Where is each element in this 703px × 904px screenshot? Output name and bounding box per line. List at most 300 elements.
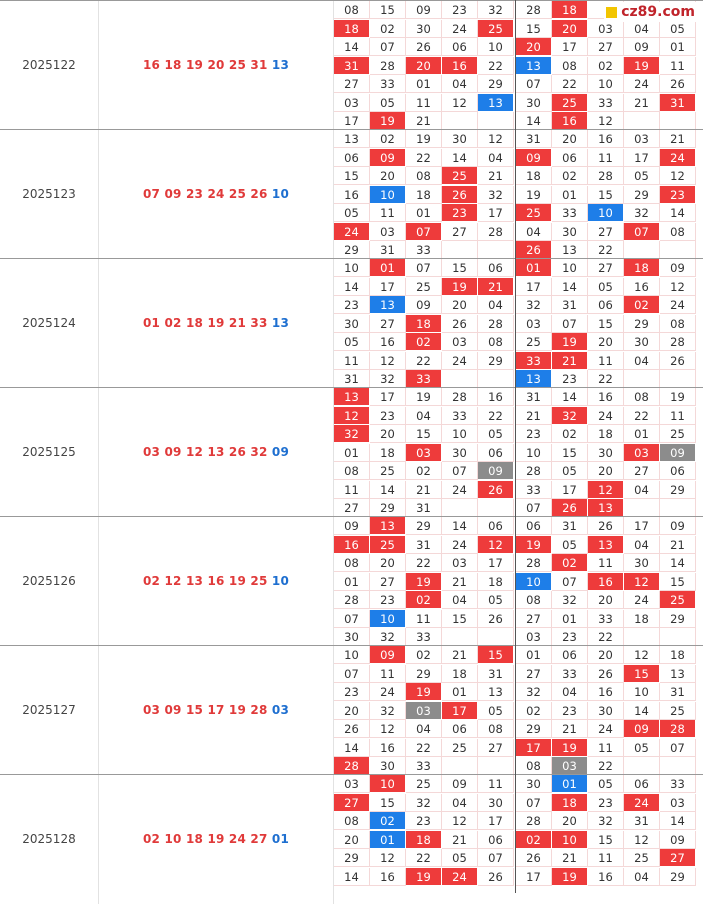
red-ball-number: 02	[142, 574, 165, 588]
grid-cell: 01	[334, 444, 370, 462]
grid-divider	[515, 0, 516, 893]
grid-cell: 28	[478, 315, 514, 333]
grid-cell: 26	[478, 868, 514, 886]
grid-cell: 02	[370, 20, 406, 38]
grid-cell: 28	[478, 223, 514, 241]
red-ball-number: 25	[228, 58, 251, 72]
winning-numbers	[99, 646, 334, 775]
grid-cell: 29	[660, 868, 696, 886]
grid-cell: 32	[516, 296, 552, 314]
grid-cell: 12	[660, 278, 696, 296]
grid-cell: 18	[406, 315, 442, 333]
grid-cell: 25	[660, 702, 696, 720]
grid-cell: 30	[334, 315, 370, 333]
grid-cell: 15	[660, 573, 696, 591]
grid-cell: 29	[516, 720, 552, 738]
grid-cell: 07	[334, 665, 370, 683]
grid-cell: 07	[478, 849, 514, 867]
grid-cell: 09	[516, 149, 552, 167]
grid-cell	[478, 757, 514, 775]
red-ball-number: 32	[250, 445, 272, 459]
grid-cell: 17	[478, 812, 514, 830]
grid-cell: 14	[442, 517, 478, 535]
grid-cell: 03	[516, 628, 552, 646]
grid-cell: 19	[516, 186, 552, 204]
period-number: 2025125	[0, 388, 99, 517]
grid-cell: 11	[660, 57, 696, 75]
grid-cell: 20	[370, 167, 406, 185]
grid-cell	[660, 499, 696, 517]
grid-cell: 09	[406, 1, 442, 19]
grid-cell: 14	[334, 739, 370, 757]
grid-cell: 10	[588, 204, 624, 222]
grid-cell: 20	[552, 812, 588, 830]
grid-cell: 15	[552, 444, 588, 462]
grid-cell: 26	[478, 481, 514, 499]
grid-cell: 33	[406, 241, 442, 259]
grid-cell: 20	[334, 831, 370, 849]
grid-cell: 20	[552, 20, 588, 38]
grid-cell: 08	[406, 167, 442, 185]
grid-cell: 06	[552, 149, 588, 167]
red-ball-number: 33	[250, 316, 272, 330]
grid-cell: 25	[406, 775, 442, 793]
draw-block	[0, 774, 703, 903]
grid-cell: 13	[588, 536, 624, 554]
grid-cell: 01	[406, 204, 442, 222]
grid-cell: 17	[552, 38, 588, 56]
grid-cell: 27	[588, 38, 624, 56]
grid-cell: 24	[624, 591, 660, 609]
grid-cell: 13	[370, 517, 406, 535]
grid-cell: 24	[334, 223, 370, 241]
grid-cell: 27	[588, 223, 624, 241]
grid-cell: 09	[406, 296, 442, 314]
logo-square-icon	[606, 7, 617, 18]
grid-cell: 10	[624, 683, 660, 701]
grid-cell: 30	[406, 20, 442, 38]
grid-cell: 30	[442, 444, 478, 462]
grid-cell: 18	[552, 1, 588, 19]
grid-cell: 28	[516, 462, 552, 480]
grid-cell: 21	[478, 167, 514, 185]
grid-cell: 11	[660, 407, 696, 425]
grid-cell: 32	[370, 628, 406, 646]
grid-cell: 12	[442, 812, 478, 830]
red-ball-number: 07	[142, 187, 165, 201]
grid-cell: 15	[588, 315, 624, 333]
grid-cell: 01	[516, 259, 552, 277]
grid-cell: 12	[588, 112, 624, 130]
grid-cell: 01	[334, 573, 370, 591]
grid-cell	[442, 757, 478, 775]
grid-cell: 19	[406, 573, 442, 591]
grid-cell: 10	[552, 831, 588, 849]
grid-cell: 17	[370, 388, 406, 406]
grid-cell	[442, 628, 478, 646]
grid-cell: 29	[478, 75, 514, 93]
grid-cell: 25	[442, 167, 478, 185]
red-ball-number: 09	[164, 445, 186, 459]
grid-cell: 28	[370, 57, 406, 75]
grid-cell: 04	[442, 591, 478, 609]
grid-cell: 16	[624, 278, 660, 296]
grid-cell: 28	[442, 388, 478, 406]
grid-cell: 16	[442, 57, 478, 75]
grid-cell: 19	[442, 278, 478, 296]
grid-cell: 31	[478, 665, 514, 683]
grid-cell: 27	[334, 499, 370, 517]
grid-cell: 05	[478, 425, 514, 443]
grid-cell: 23	[442, 1, 478, 19]
grid-cell: 06	[442, 720, 478, 738]
grid-cell: 24	[442, 868, 478, 886]
grid-cell: 31	[334, 57, 370, 75]
grid-cell: 04	[624, 481, 660, 499]
grid-cell: 15	[516, 20, 552, 38]
grid-cell: 22	[624, 407, 660, 425]
grid-cell: 27	[516, 610, 552, 628]
grid-cell: 02	[406, 591, 442, 609]
grid-cell: 26	[660, 352, 696, 370]
grid-cell: 26	[406, 38, 442, 56]
blue-ball-number: 10	[271, 187, 289, 201]
blue-ball-number: 10	[271, 574, 289, 588]
grid-cell: 11	[406, 610, 442, 628]
grid-cell: 05	[660, 20, 696, 38]
grid-cell: 17	[552, 481, 588, 499]
grid-cell: 28	[588, 167, 624, 185]
grid-cell: 20	[552, 130, 588, 148]
red-ball-number: 28	[250, 703, 272, 717]
grid-cell: 26	[588, 517, 624, 535]
grid-cell: 31	[516, 130, 552, 148]
grid-cell: 07	[442, 462, 478, 480]
winning-numbers	[99, 775, 334, 904]
winning-numbers	[99, 517, 334, 646]
grid-cell: 21	[552, 352, 588, 370]
grid-cell	[660, 370, 696, 388]
grid-cell: 09	[624, 720, 660, 738]
grid-cell: 18	[588, 425, 624, 443]
grid-cell: 33	[406, 757, 442, 775]
grid-cell: 21	[406, 112, 442, 130]
grid-cell: 24	[660, 149, 696, 167]
grid-cell: 05	[588, 278, 624, 296]
grid-cell: 12	[588, 481, 624, 499]
grid-cell: 08	[334, 1, 370, 19]
grid-cell: 10	[370, 775, 406, 793]
grid-cell: 01	[370, 831, 406, 849]
grid-cell: 05	[588, 775, 624, 793]
period-number: 2025123	[0, 130, 99, 259]
grid-cell: 05	[552, 462, 588, 480]
grid-cell: 17	[370, 278, 406, 296]
grid-cell: 30	[334, 628, 370, 646]
grid-cell: 13	[478, 683, 514, 701]
grid-cell: 20	[370, 554, 406, 572]
grid-cell: 30	[588, 702, 624, 720]
grid-cell: 33	[516, 352, 552, 370]
grid-cell: 05	[334, 333, 370, 351]
grid-cell: 17	[442, 702, 478, 720]
grid-cell: 13	[478, 94, 514, 112]
grid-cell: 32	[334, 425, 370, 443]
grid-cell: 32	[370, 702, 406, 720]
grid-cell: 19	[552, 868, 588, 886]
red-ball-number: 10	[164, 832, 186, 846]
grid-cell: 30	[588, 444, 624, 462]
grid-cell: 23	[552, 702, 588, 720]
grid-cell: 22	[588, 241, 624, 259]
grid-cell: 18	[660, 646, 696, 664]
grid-cell: 19	[370, 112, 406, 130]
red-ball-number: 03	[142, 703, 165, 717]
grid-cell: 13	[516, 57, 552, 75]
red-ball-number: 26	[250, 187, 272, 201]
grid-cell: 22	[478, 407, 514, 425]
grid-cell: 06	[588, 296, 624, 314]
grid-cell: 02	[370, 812, 406, 830]
grid-cell: 16	[552, 112, 588, 130]
grid-cell: 14	[334, 868, 370, 886]
grid-cell: 31	[552, 296, 588, 314]
blue-ball-number: 09	[271, 445, 289, 459]
grid-cell: 03	[334, 775, 370, 793]
grid-cell: 33	[406, 628, 442, 646]
red-ball-number: 18	[185, 832, 208, 846]
grid-cell: 16	[588, 868, 624, 886]
grid-cell: 20	[370, 425, 406, 443]
grid-cell: 27	[334, 75, 370, 93]
grid-cell: 03	[406, 444, 442, 462]
grid-cell: 08	[660, 315, 696, 333]
grid-cell: 20	[588, 333, 624, 351]
grid-cell: 11	[588, 849, 624, 867]
grid-cell: 10	[370, 610, 406, 628]
grid-cell: 07	[370, 38, 406, 56]
grid-cell: 27	[370, 315, 406, 333]
grid-cell: 06	[624, 775, 660, 793]
grid-cell: 15	[442, 610, 478, 628]
blue-ball-number: 13	[271, 58, 289, 72]
grid-cell: 08	[478, 333, 514, 351]
grid-cell: 08	[516, 591, 552, 609]
grid-cell	[660, 241, 696, 259]
grid-cell: 07	[334, 610, 370, 628]
grid-cell: 07	[552, 573, 588, 591]
grid-cell: 01	[406, 75, 442, 93]
period-number: 2025128	[0, 775, 99, 904]
grid-cell: 29	[406, 665, 442, 683]
grid-cell	[478, 112, 514, 130]
grid-cell: 06	[660, 462, 696, 480]
grid-cell: 18	[516, 167, 552, 185]
grid-cell: 32	[478, 186, 514, 204]
grid-cell: 19	[406, 388, 442, 406]
grid-cell: 23	[370, 407, 406, 425]
grid-cell: 10	[516, 444, 552, 462]
grid-cell: 15	[588, 186, 624, 204]
grid-cell: 16	[370, 739, 406, 757]
grid-cell: 24	[442, 481, 478, 499]
grid-cell: 19	[660, 388, 696, 406]
grid-cell: 23	[588, 794, 624, 812]
grid-cell: 12	[442, 94, 478, 112]
grid-cell: 04	[624, 536, 660, 554]
winning-numbers	[99, 259, 334, 388]
grid-cell: 30	[516, 94, 552, 112]
grid-cell: 25	[660, 425, 696, 443]
grid-cell	[624, 112, 660, 130]
grid-cell: 05	[370, 94, 406, 112]
grid-cell: 21	[516, 407, 552, 425]
grid-cell: 31	[334, 370, 370, 388]
red-ball-number: 12	[164, 574, 186, 588]
grid-cell: 08	[660, 223, 696, 241]
red-ball-number: 19	[207, 316, 229, 330]
grid-cell: 10	[442, 425, 478, 443]
grid-cell: 18	[478, 573, 514, 591]
grid-cell	[624, 628, 660, 646]
grid-cell: 23	[660, 186, 696, 204]
grid-cell: 06	[478, 259, 514, 277]
grid-cell: 18	[624, 259, 660, 277]
red-ball-number: 13	[207, 445, 229, 459]
grid-cell: 01	[624, 425, 660, 443]
grid-cell: 21	[624, 94, 660, 112]
grid-cell: 31	[370, 241, 406, 259]
grid-cell: 05	[478, 591, 514, 609]
grid-cell: 10	[478, 38, 514, 56]
grid-cell: 28	[334, 591, 370, 609]
grid-cell: 33	[442, 407, 478, 425]
grid-cell: 22	[406, 352, 442, 370]
grid-cell: 07	[406, 259, 442, 277]
grid-cell: 17	[516, 278, 552, 296]
grid-cell: 09	[370, 646, 406, 664]
grid-cell: 16	[588, 683, 624, 701]
grid-cell: 24	[624, 75, 660, 93]
grid-cell: 10	[334, 646, 370, 664]
grid-cell: 15	[370, 1, 406, 19]
grid-cell: 15	[370, 794, 406, 812]
grid-cell: 23	[552, 628, 588, 646]
grid-cell: 09	[370, 149, 406, 167]
draw-block	[0, 258, 703, 387]
grid-cell: 11	[588, 149, 624, 167]
grid-cell: 06	[478, 831, 514, 849]
grid-cell: 20	[588, 462, 624, 480]
grid-cell: 14	[660, 812, 696, 830]
grid-cell: 12	[370, 849, 406, 867]
grid-cell: 04	[516, 223, 552, 241]
grid-cell: 27	[442, 223, 478, 241]
grid-cell: 16	[478, 388, 514, 406]
grid-cell: 11	[334, 481, 370, 499]
grid-cell: 23	[406, 812, 442, 830]
grid-cell: 03	[624, 130, 660, 148]
grid-cell: 09	[660, 259, 696, 277]
grid-cell: 29	[660, 481, 696, 499]
grid-cell: 07	[516, 794, 552, 812]
grid-cell: 20	[588, 591, 624, 609]
draw-block	[0, 387, 703, 516]
grid-cell: 31	[624, 812, 660, 830]
watermark-text: cz89.com	[621, 4, 695, 20]
grid-cell: 08	[552, 57, 588, 75]
grid-cell: 07	[406, 223, 442, 241]
grid-cell: 03	[624, 444, 660, 462]
red-ball-number: 20	[207, 58, 229, 72]
grid-cell: 32	[624, 204, 660, 222]
grid-cell: 29	[334, 241, 370, 259]
grid-cell: 25	[516, 204, 552, 222]
grid-cell: 17	[478, 554, 514, 572]
grid-cell: 06	[334, 149, 370, 167]
grid-cell: 11	[588, 352, 624, 370]
grid-cell: 09	[334, 517, 370, 535]
grid-cell: 25	[370, 462, 406, 480]
grid-cell: 21	[406, 481, 442, 499]
grid-cell: 19	[552, 333, 588, 351]
grid-cell: 21	[478, 278, 514, 296]
grid-cell: 19	[406, 683, 442, 701]
grid-cell	[624, 499, 660, 517]
grid-cell: 26	[588, 665, 624, 683]
grid-cell: 03	[334, 94, 370, 112]
grid-cell: 09	[624, 38, 660, 56]
grid-cell: 08	[516, 757, 552, 775]
grid-cell: 09	[660, 517, 696, 535]
grid-cell: 21	[552, 849, 588, 867]
grid-cell: 23	[552, 370, 588, 388]
grid-cell: 20	[442, 296, 478, 314]
grid-cell: 30	[624, 333, 660, 351]
grid-cell: 10	[552, 259, 588, 277]
grid-cell: 26	[478, 610, 514, 628]
grid-cell: 20	[516, 38, 552, 56]
grid-cell: 27	[370, 573, 406, 591]
grid-cell: 22	[406, 739, 442, 757]
grid-cell: 15	[588, 831, 624, 849]
grid-cell: 02	[588, 57, 624, 75]
grid-cell: 17	[516, 739, 552, 757]
grid-cell: 21	[442, 646, 478, 664]
grid-cell: 27	[624, 462, 660, 480]
grid-cell: 11	[370, 665, 406, 683]
grid-cell: 18	[406, 831, 442, 849]
grid-cell: 21	[552, 720, 588, 738]
red-ball-number: 19	[228, 703, 251, 717]
grid-cell: 11	[588, 739, 624, 757]
grid-cell: 10	[334, 259, 370, 277]
grid-cell: 07	[516, 75, 552, 93]
site-watermark	[604, 2, 699, 22]
grid-cell: 02	[624, 296, 660, 314]
grid-cell: 14	[334, 38, 370, 56]
grid-cell: 29	[370, 499, 406, 517]
grid-cell: 01	[552, 775, 588, 793]
grid-cell: 23	[370, 591, 406, 609]
red-ball-number: 21	[228, 316, 251, 330]
grid-cell: 19	[624, 57, 660, 75]
red-ball-number: 19	[185, 58, 208, 72]
grid-cell: 07	[624, 223, 660, 241]
grid-cell: 32	[478, 1, 514, 19]
red-ball-number: 16	[142, 58, 165, 72]
grid-cell: 14	[442, 149, 478, 167]
